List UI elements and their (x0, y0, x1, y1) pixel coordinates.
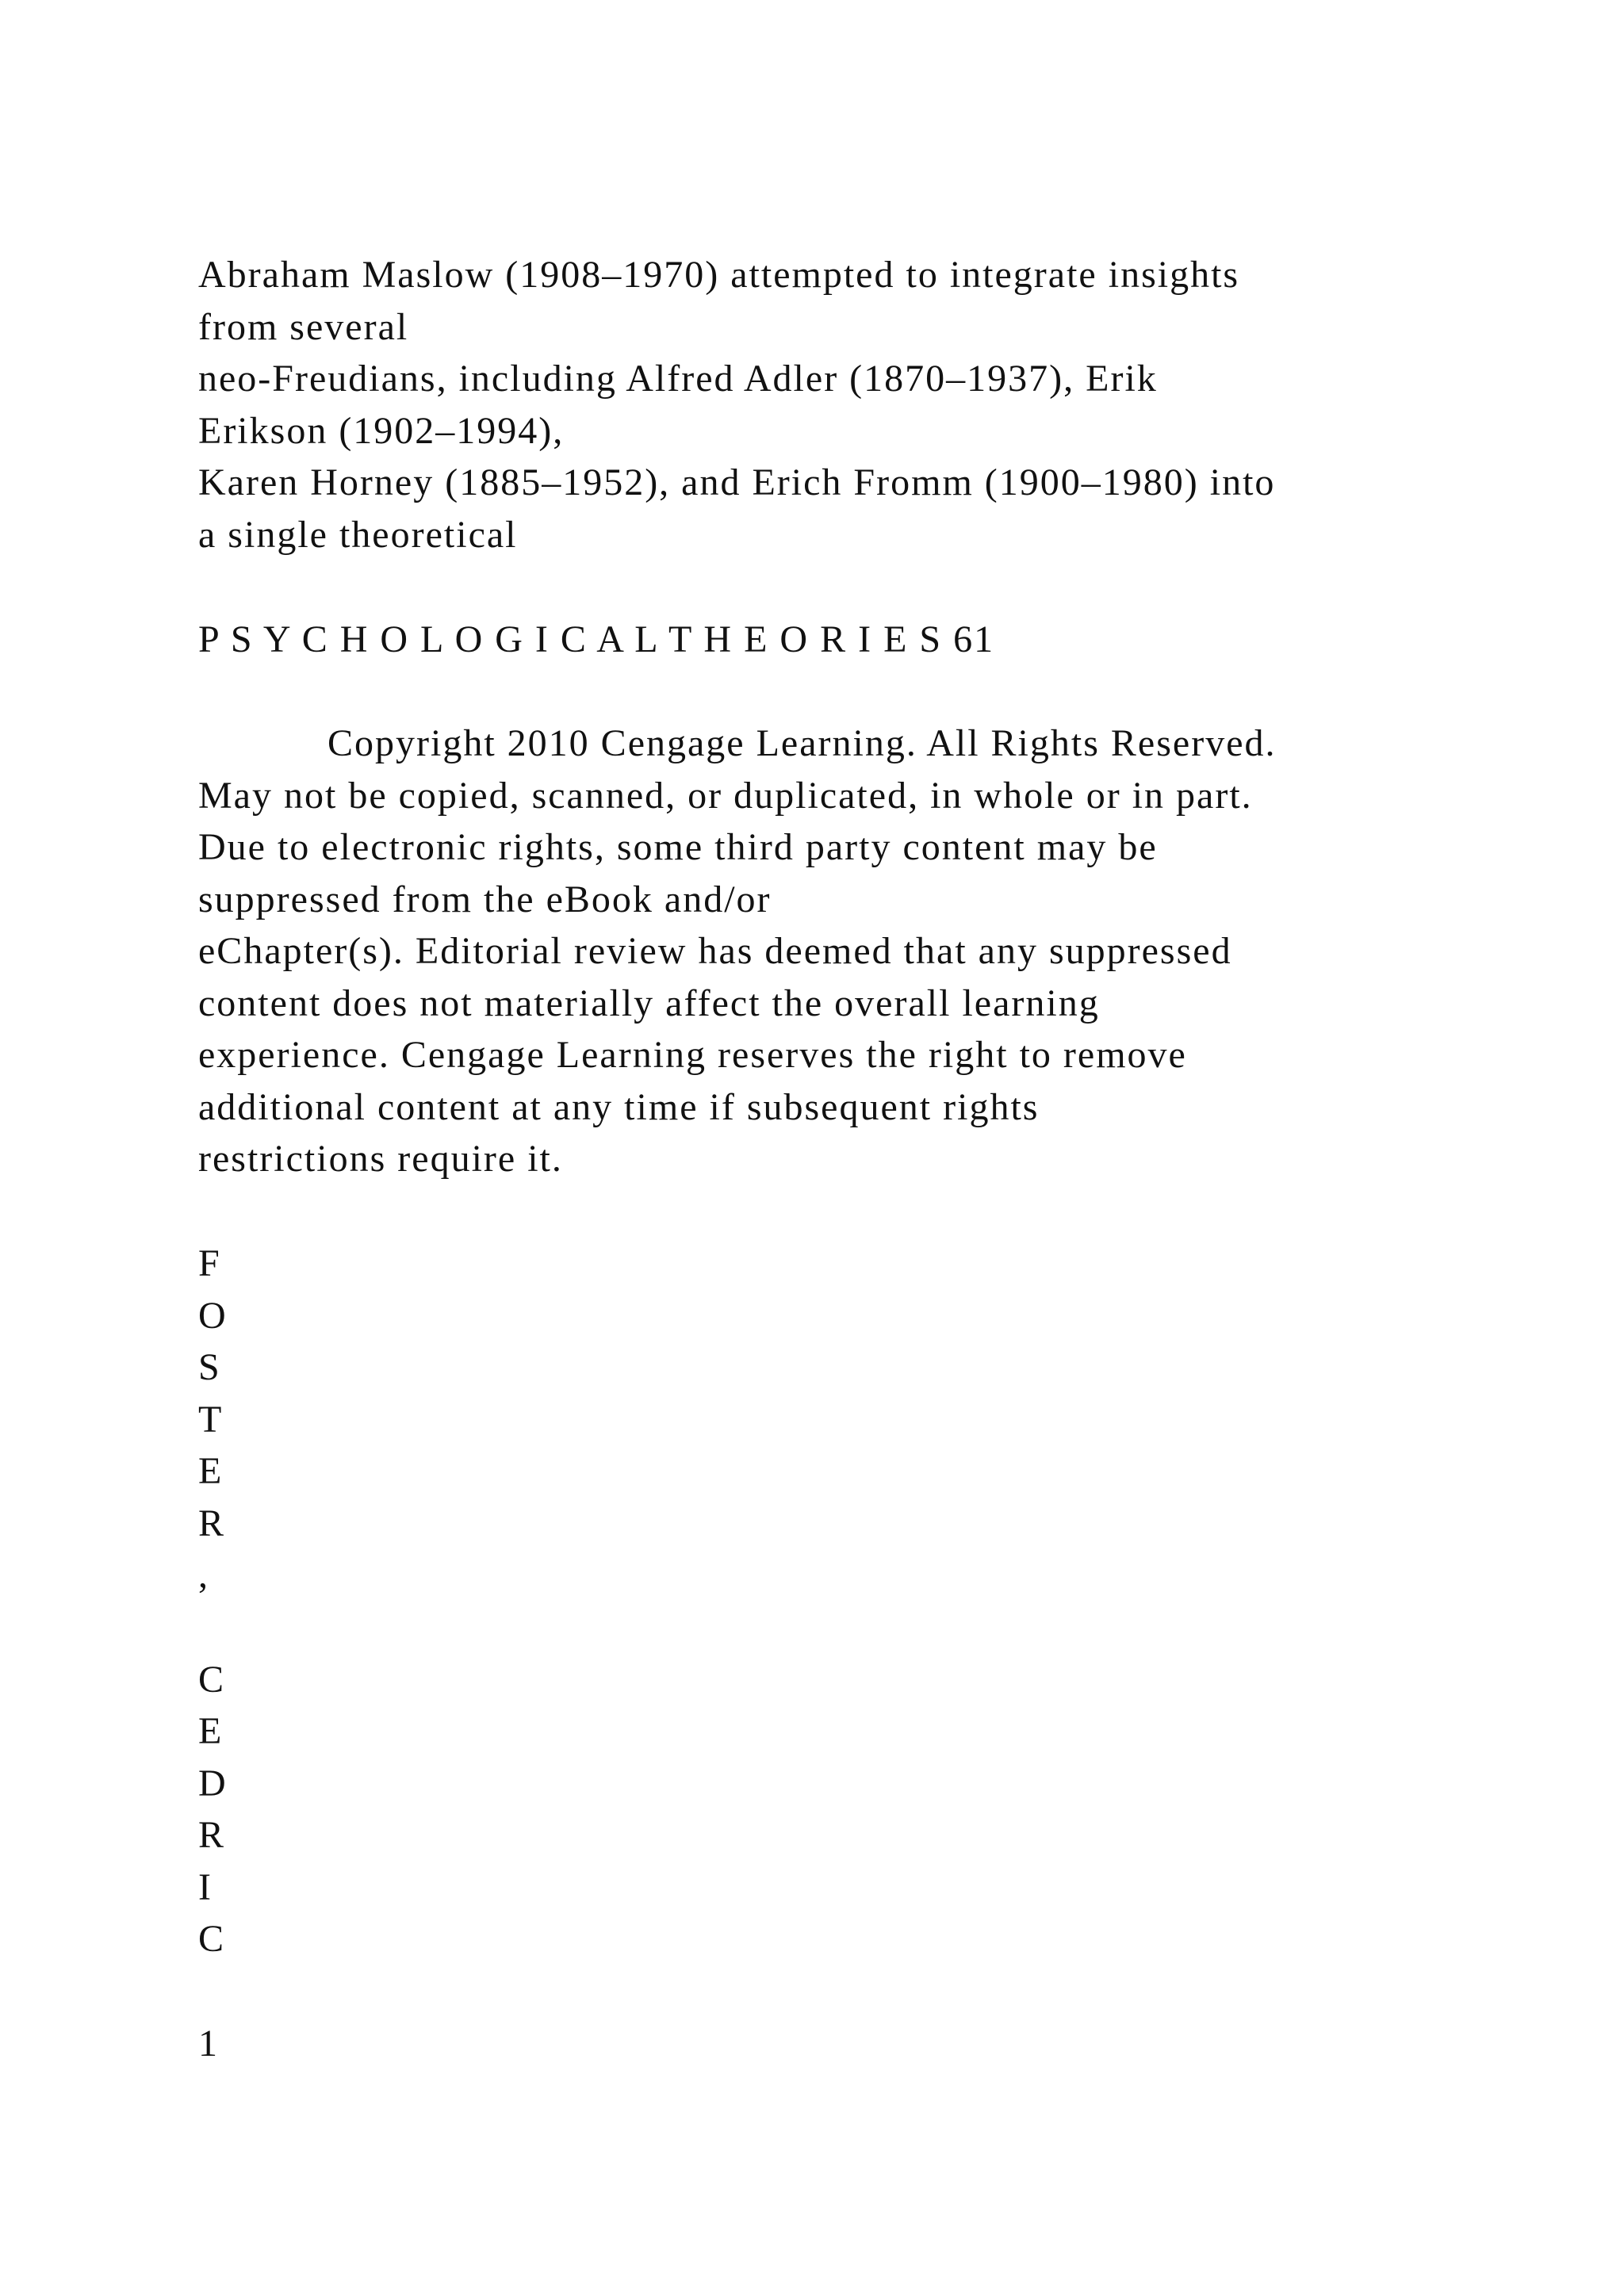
watermark-char: F (198, 1242, 221, 1284)
watermark-char: R (198, 1502, 226, 1544)
watermark-char: C (198, 1659, 226, 1701)
paragraph-line: Karen Horney (1885–1952), and Erich Fromm (1900–1980) into (198, 461, 1276, 503)
watermark-char: S (198, 1346, 221, 1388)
watermark-char: E (198, 1710, 224, 1752)
paragraph-line: Erikson (1902–1994), (198, 410, 565, 452)
copyright-line: content does not materially affect the overall learning (198, 982, 1100, 1024)
watermark-char: T (198, 1399, 224, 1441)
watermark-char: O (198, 1295, 228, 1337)
copyright-line: experience. Cengage Learning reserves the right to remove (198, 1034, 1187, 1076)
paragraph-line: Abraham Maslow (1908–1970) attempted to integrate insights (198, 254, 1240, 296)
copyright-line: suppressed from the eBook and/or (198, 878, 772, 920)
watermark-char: 1 (198, 2022, 219, 2064)
paragraph-line: a single theoretical (198, 514, 518, 556)
watermark-char: C (198, 1918, 226, 1960)
watermark-char: E (198, 1450, 224, 1492)
paragraph-line: from several (198, 306, 409, 348)
copyright-line: eChapter(s). Editorial review has deemed that any suppressed (198, 930, 1232, 972)
copyright-line: restrictions require it. (198, 1138, 563, 1180)
watermark-char: D (198, 1762, 228, 1804)
paragraph-line: neo-Freudians, including Alfred Adler (1870–1937), Erik (198, 358, 1158, 400)
copyright-line: May not be copied, scanned, or duplicated, in whole or in part. (198, 775, 1253, 817)
watermark-char: , (198, 1554, 209, 1596)
running-header: P S Y C H O L O G I C A L T H E O R I E S 61 (198, 618, 995, 660)
copyright-line: Due to electronic rights, some third party content may be (198, 826, 1158, 868)
copyright-line: Copyright 2010 Cengage Learning. All Rights Reserved. (327, 722, 1277, 764)
watermark-char: R (198, 1814, 226, 1856)
copyright-line: additional content at any time if subsequent rights (198, 1086, 1040, 1128)
watermark-char: I (198, 1866, 213, 1908)
